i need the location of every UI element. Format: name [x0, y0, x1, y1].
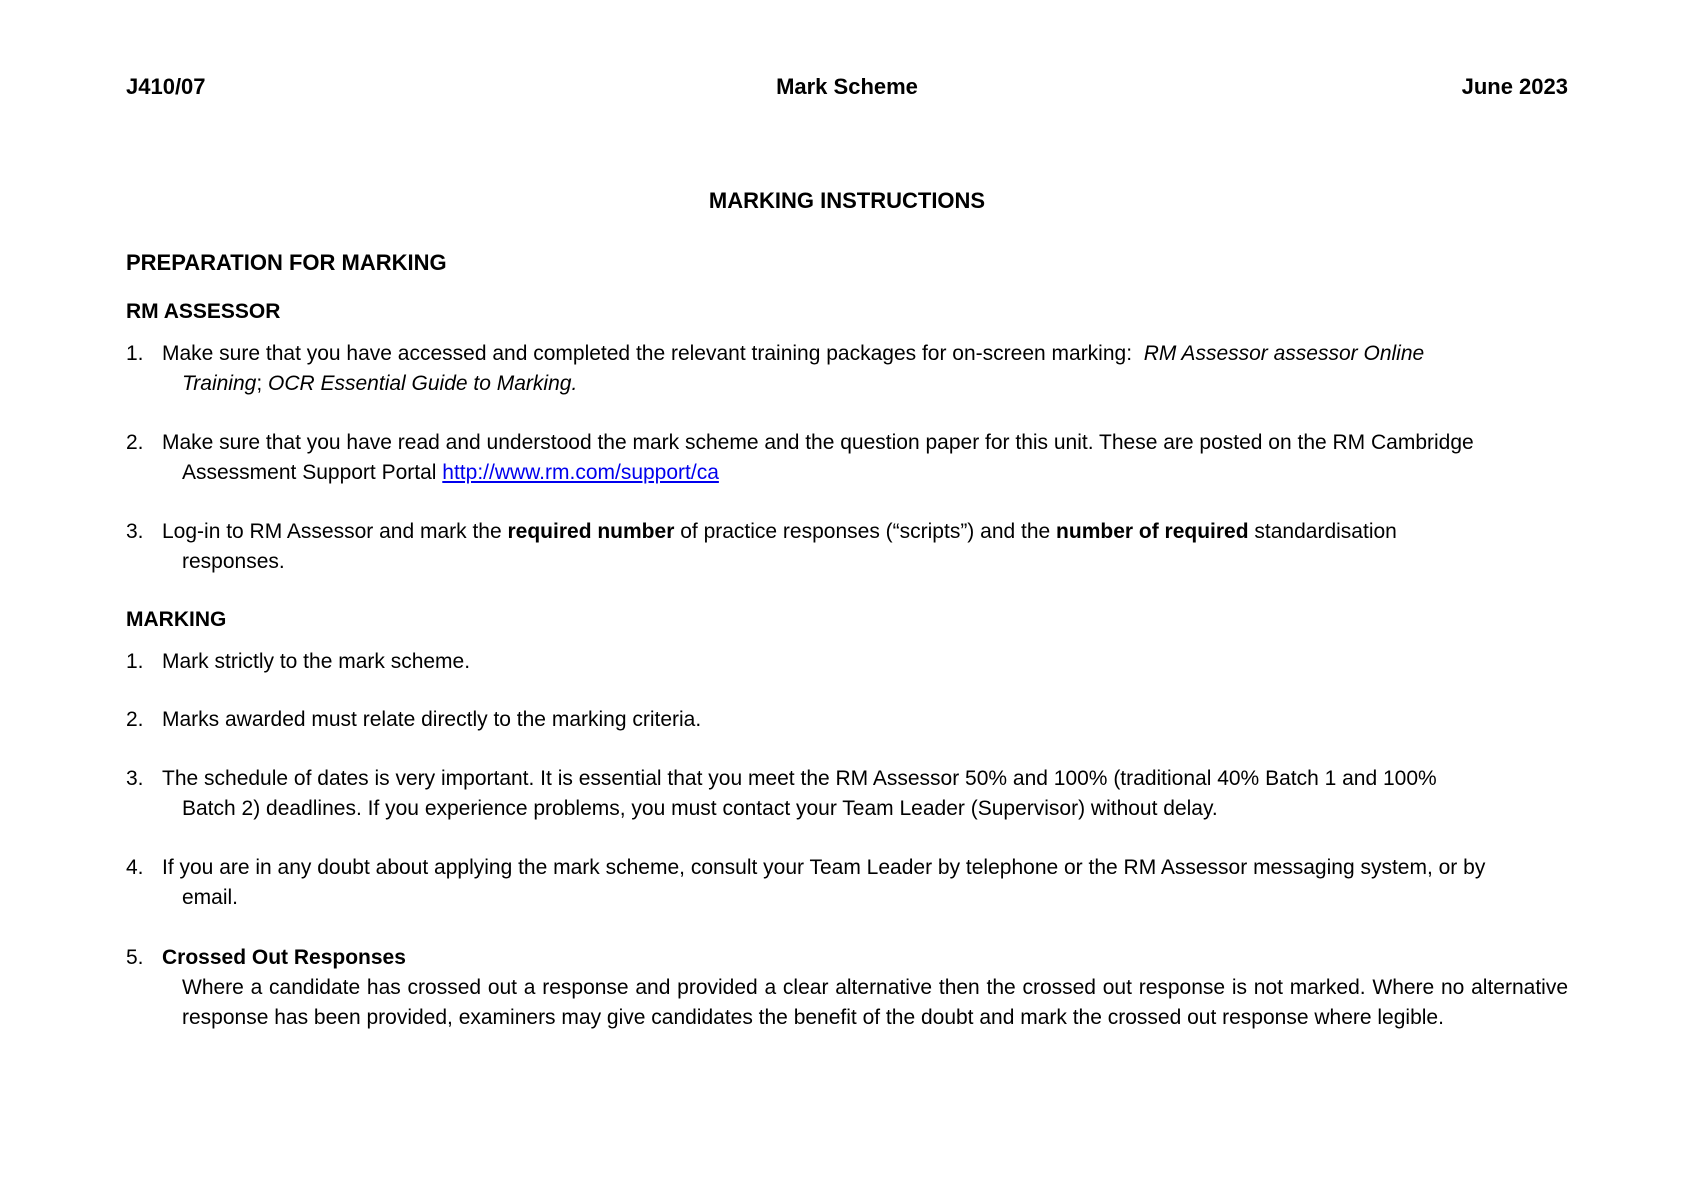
- item-text-cont: [126, 369, 1568, 399]
- item-text-a: Make sure that you have accessed and completed the relevant training packages for on-screen marking:: [162, 342, 1133, 365]
- item-text: If you are in any doubt about applying the mark scheme, consult your Team Leader by telephone or the RM Assessor messaging system, or by: [162, 856, 1486, 879]
- preparation-heading: PREPARATION FOR MARKING: [126, 250, 447, 275]
- item-text-cont: email.: [182, 886, 239, 909]
- item-number: 3.: [126, 520, 144, 543]
- marking-item-1: [126, 647, 1568, 677]
- item-text-cont: [126, 458, 1568, 488]
- item-number: 2.: [126, 708, 144, 731]
- item-text: Mark strictly to the mark scheme.: [162, 650, 471, 673]
- separator: ;: [256, 372, 263, 395]
- marking-item-2: [126, 705, 1568, 735]
- paper-code: J410/07: [126, 74, 206, 99]
- item-number: 1.: [126, 650, 144, 673]
- portal-label: Assessment Support Portal: [182, 461, 437, 484]
- item-number: 4.: [126, 856, 144, 879]
- item-number: 5.: [126, 946, 144, 969]
- emphasis-1: required number: [507, 520, 675, 543]
- guide-name: OCR Essential Guide to Marking.: [268, 372, 578, 395]
- item-text-cont: responses.: [182, 550, 285, 573]
- item-text: [126, 339, 1568, 369]
- page-header: [126, 74, 1568, 104]
- marking-item-4: [126, 853, 1568, 913]
- item-text-2: of practice responses (“scripts”) and the: [680, 520, 1051, 543]
- item-number: 2.: [126, 431, 144, 454]
- emphasis-2: number of required: [1056, 520, 1249, 543]
- marking-heading: MARKING: [126, 608, 227, 631]
- training-name-b: Training: [182, 372, 257, 395]
- rm-assessor-item-2: [126, 428, 1568, 488]
- rm-assessor-item-1: [126, 339, 1568, 399]
- item-text: [126, 517, 1568, 547]
- marking-item-3: [126, 764, 1568, 824]
- crossed-out-body: Where a candidate has crossed out a response and provided a clear alternative then the crossed out response is not marked. Where no alternative response has been provided, examiners may give candidates the benefit of the doubt and mark the crossed out response where legible.: [182, 976, 1568, 1029]
- document-title: Mark Scheme: [776, 74, 918, 99]
- support-portal-link[interactable]: http://www.rm.com/support/ca: [442, 461, 719, 484]
- item-text: Make sure that you have read and understood the mark scheme and the question paper for this unit. These are posted on the RM Cambridge: [162, 431, 1474, 454]
- page-title: MARKING INSTRUCTIONS: [708, 188, 986, 213]
- item-text-1: Log-in to RM Assessor and mark the: [162, 520, 502, 543]
- item-text: The schedule of dates is very important. It is essential that you meet the RM Assessor 50% and 100% (traditional 40% Batch 1 and 100%: [162, 767, 1437, 790]
- crossed-out-heading: Crossed Out Responses: [162, 946, 406, 969]
- rm-assessor-heading: RM ASSESSOR: [126, 300, 281, 323]
- rm-assessor-item-3: [126, 517, 1568, 577]
- training-name-a: RM Assessor assessor Online: [1143, 342, 1425, 365]
- item-number: 1.: [126, 342, 144, 365]
- marking-item-5: [126, 943, 1568, 1033]
- item-text-cont: Batch 2) deadlines. If you experience problems, you must contact your Team Leader (Supervisor) without delay.: [182, 797, 1218, 820]
- item-text-3: standardisation: [1254, 520, 1397, 543]
- item-text: Marks awarded must relate directly to the marking criteria.: [162, 708, 702, 731]
- exam-session: June 2023: [1461, 74, 1568, 99]
- item-number: 3.: [126, 767, 144, 790]
